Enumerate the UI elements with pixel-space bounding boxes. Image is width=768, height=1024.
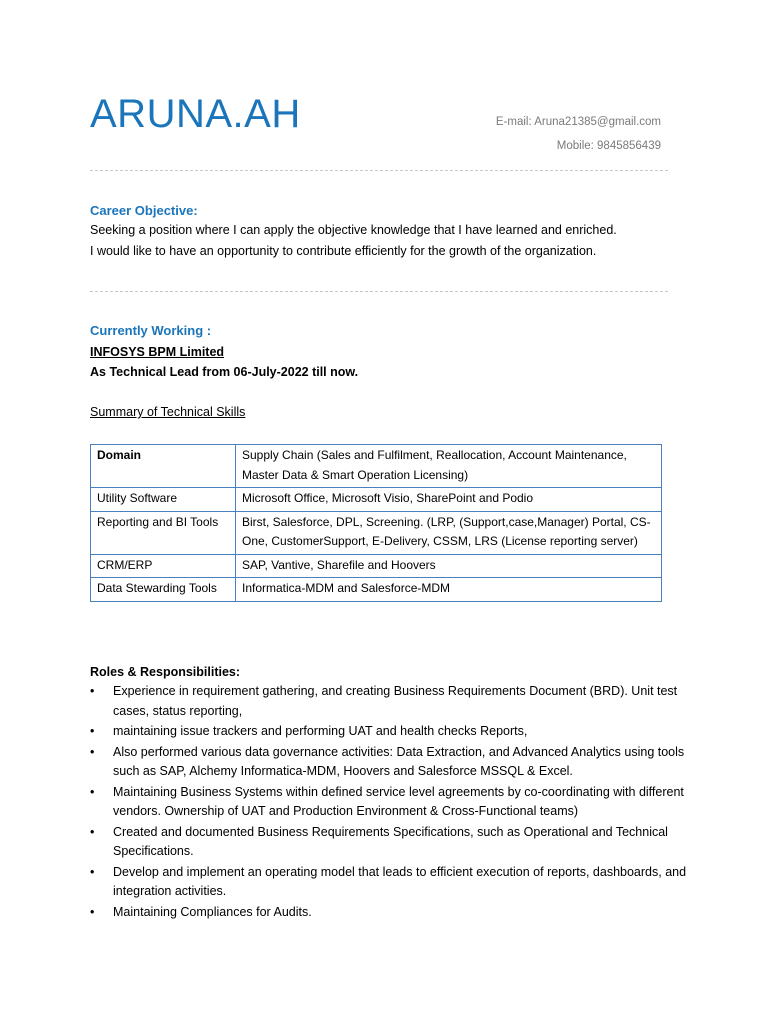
skill-value: Informatica-MDM and Salesforce-MDM <box>236 578 662 602</box>
roles-heading: Roles & Responsibilities: <box>90 665 241 679</box>
list-item <box>90 783 690 822</box>
current-role: As Technical Lead from 06-July-2022 till now. <box>90 365 359 379</box>
skills-table <box>90 444 662 602</box>
list-item <box>90 903 690 923</box>
list-item-text: Experience in requirement gathering, and creating Business Requirements Document (BRD). Unit test cases, status reporting, <box>113 684 678 718</box>
bullet-icon: • <box>90 744 95 759</box>
list-item-text: Maintaining Compliances for Audits. <box>113 904 312 919</box>
skill-key: Domain <box>91 445 236 488</box>
divider <box>90 170 668 171</box>
email-text: E-mail: Aruna21385@gmail.com <box>495 116 661 128</box>
bullet-icon: • <box>90 724 95 738</box>
skill-key: Data Stewarding Tools <box>91 578 236 602</box>
roles-list <box>90 682 690 923</box>
list-item <box>90 682 690 721</box>
skill-key: CRM/ERP <box>91 554 236 578</box>
skill-value: Birst, Salesforce, DPL, Screening. (LRP, (Support,case,Manager) Portal, CS-One, CustomerSupport, E-Delivery, CSSM, LRS (License reporting server) <box>236 511 662 554</box>
skills-heading: Summary of Technical Skills <box>90 405 246 419</box>
list-item-text: Develop and implement an operating model that leads to efficient execution of reports, dashboards, and integration activities. <box>113 864 687 898</box>
list-item-text: Also performed various data governance activities: Data Extraction, and Advanced Analytics using tools such as SAP, Alchemy Informatica-MDM, Hoovers and Salesforce MSSQL & Excel. <box>113 744 685 778</box>
bullet-icon: • <box>90 784 95 799</box>
list-item-text: maintaining issue trackers and performing UAT and health checks Reports, <box>113 724 528 738</box>
list-item <box>90 863 690 902</box>
list-item-text: Created and documented Business Requirements Specifications, such as Operational and Technical Specifications. <box>113 824 668 858</box>
list-item <box>90 743 690 782</box>
list-item <box>90 823 690 862</box>
table-row <box>91 578 662 602</box>
candidate-name: ARUNA.AH <box>90 92 301 136</box>
skill-value: SAP, Vantive, Sharefile and Hoovers <box>236 554 662 578</box>
skill-key: Reporting and BI Tools <box>91 511 236 554</box>
skill-value: Supply Chain (Sales and Fulfilment, Reallocation, Account Maintenance, Master Data & Smart Operation Licensing) <box>236 445 662 488</box>
table-row <box>91 445 662 488</box>
divider <box>90 291 668 292</box>
skill-value: Microsoft Office, Microsoft Visio, SharePoint and Podio <box>236 488 662 512</box>
mobile-text: Mobile: 9845856439 <box>556 140 661 152</box>
career-objective-line-2: I would like to have an opportunity to contribute efficiently for the growth of the organization. <box>90 244 597 258</box>
table-row <box>91 554 662 578</box>
currently-working-heading: Currently Working : <box>90 323 212 338</box>
skill-key: Utility Software <box>91 488 236 512</box>
bullet-icon: • <box>90 684 95 698</box>
company-name: INFOSYS BPM Limited <box>90 345 225 359</box>
table-row <box>91 488 662 512</box>
bullet-icon: • <box>90 824 95 839</box>
bullet-icon: • <box>90 864 95 879</box>
career-objective-line-1: Seeking a position where I can apply the objective knowledge that I have learned and enriched. <box>90 223 617 237</box>
list-item-text: Maintaining Business Systems within defined service level agreements by co-coordinating with different vendors. Ownership of UAT and Production Environment & Cross-Functional teams) <box>113 784 684 818</box>
career-objective-heading: Career Objective: <box>90 203 198 218</box>
bullet-icon: • <box>90 904 95 919</box>
list-item <box>90 722 690 742</box>
table-row <box>91 511 662 554</box>
